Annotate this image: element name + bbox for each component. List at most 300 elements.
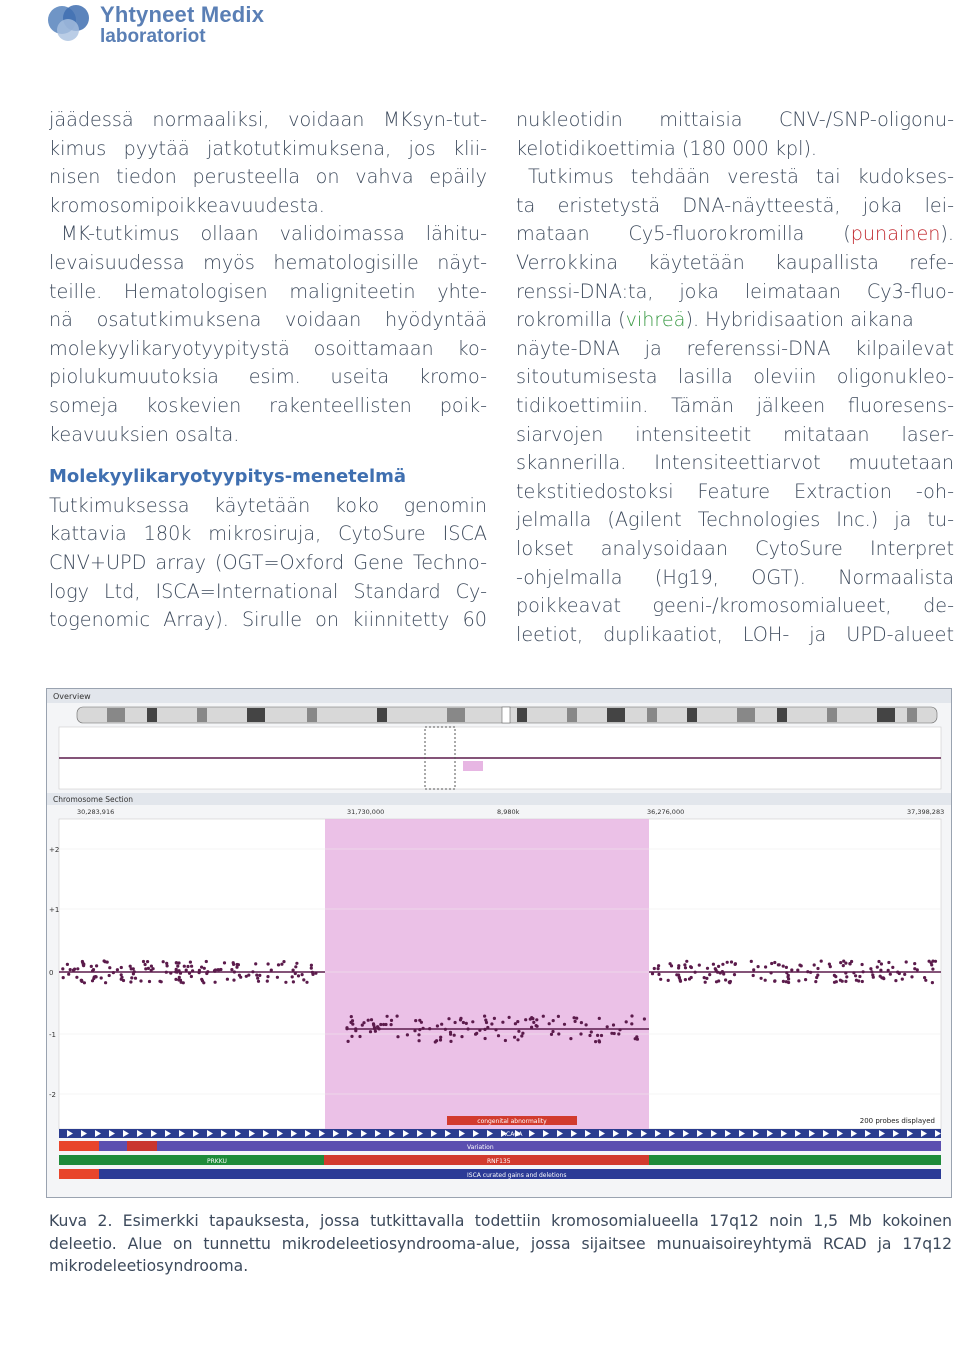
probe-point xyxy=(148,980,151,983)
probe-point xyxy=(698,964,701,967)
paragraph-validation xyxy=(49,220,487,449)
probe-point xyxy=(414,1019,417,1022)
ideogram-band xyxy=(607,708,625,722)
probe-point xyxy=(465,1022,468,1025)
probe-point xyxy=(575,1017,578,1020)
y-tick-label: -1 xyxy=(49,1031,56,1039)
paragraph-intro xyxy=(49,106,487,220)
probe-point xyxy=(471,1020,474,1023)
text-line: jäädessä normaaliksi, voidaan MKsyn-tut- xyxy=(49,108,487,131)
text-line: siarvojen intensiteetit mitataan laser- xyxy=(516,422,954,446)
section-heading: Molekyylikaryotyypitys-menetelmä xyxy=(49,466,407,488)
probe-point xyxy=(258,974,261,977)
probe-point xyxy=(580,1021,583,1024)
text-line: näyte-DNA ja referenssi-DNA kilpailevat xyxy=(516,336,954,360)
probe-point xyxy=(439,1036,442,1039)
probe-point xyxy=(418,1039,421,1042)
probe-point xyxy=(176,965,179,968)
probe-point xyxy=(842,960,845,963)
probe-point xyxy=(146,960,149,963)
probe-point xyxy=(379,1023,382,1026)
probe-point xyxy=(175,968,178,971)
probe-point xyxy=(310,964,313,967)
probe-point xyxy=(861,980,864,983)
probe-point xyxy=(569,1037,572,1040)
probe-point xyxy=(835,980,838,983)
probe-point xyxy=(717,979,720,982)
text-line: tekstitiedostoksi Feature Extraction -oh- xyxy=(516,479,954,503)
probe-point xyxy=(882,976,885,979)
probe-point xyxy=(913,962,916,965)
probe-point xyxy=(516,1038,519,1041)
text-line: poikkeavat geeni-/kromosomialueet, de- xyxy=(516,594,954,618)
probe-point xyxy=(174,978,177,981)
probe-point xyxy=(104,981,107,984)
probe-point xyxy=(351,1019,354,1022)
probe-point xyxy=(266,975,269,978)
probe-point xyxy=(374,1030,377,1033)
text-fragment: rokromilla ( xyxy=(516,308,626,332)
ideogram-band xyxy=(517,708,527,722)
logo-text-line1: Yhtyneet Medix xyxy=(100,2,265,27)
probe-point xyxy=(484,1037,487,1040)
probe-point xyxy=(685,960,688,963)
probe-point xyxy=(670,964,673,967)
probe-point xyxy=(158,980,161,983)
probe-point xyxy=(292,980,295,983)
probe-point xyxy=(485,1021,488,1024)
probe-point xyxy=(390,1023,393,1026)
probe-point xyxy=(226,978,229,981)
probe-point xyxy=(291,975,294,978)
probe-point xyxy=(844,980,847,983)
probe-point xyxy=(216,968,219,971)
probe-point xyxy=(370,1018,373,1021)
probe-point xyxy=(255,974,258,977)
probe-point xyxy=(130,976,133,979)
probe-point xyxy=(247,974,250,977)
probe-point xyxy=(186,965,189,968)
probe-point xyxy=(585,1023,588,1026)
probe-point xyxy=(108,974,111,977)
text-line: renssi-DNA:ta, joka leimataan Cy3-fluo- xyxy=(516,279,954,303)
annotation-label: congenital abnormality xyxy=(477,1118,547,1125)
probe-point xyxy=(386,1015,389,1018)
probe-point xyxy=(177,978,180,981)
ideogram-band xyxy=(147,708,157,722)
probe-point xyxy=(62,976,65,979)
centromere-mark xyxy=(502,707,510,723)
probe-point xyxy=(67,973,70,976)
probe-point xyxy=(350,1035,353,1038)
probe-point xyxy=(730,960,733,963)
y-tick-label: 0 xyxy=(49,969,54,977)
probe-point xyxy=(529,1018,532,1021)
text-line: Verrokkina käytetään kaupallista refe- xyxy=(516,250,954,274)
right-text-column xyxy=(516,106,954,649)
probe-point xyxy=(144,963,147,966)
logo-mark-icon xyxy=(44,0,96,46)
track-label-left: PRKKU xyxy=(207,1158,227,1165)
probe-point xyxy=(460,1035,463,1038)
isca-curated-label: ISCA curated gains and deletions xyxy=(467,1172,567,1179)
probe-point xyxy=(508,1016,511,1019)
ideogram-band xyxy=(247,708,265,722)
probe-point xyxy=(934,960,937,963)
probe-point xyxy=(267,962,270,965)
caption-line: Kuva 2. Esimerkki tapauksesta, jossa tutkittavalla todettiin kromosomialueella 17q12 noin 1,5 Mb kokoinen xyxy=(49,1212,952,1230)
probe-point xyxy=(396,1035,399,1038)
probe-point xyxy=(677,966,680,969)
probe-point xyxy=(905,960,908,963)
probe-point xyxy=(828,963,831,966)
probe-point xyxy=(721,963,724,966)
deletion-highlight xyxy=(325,819,649,1129)
probe-point xyxy=(861,963,864,966)
probe-point xyxy=(683,963,686,966)
probe-point xyxy=(358,1035,361,1038)
text-fragment: ). xyxy=(940,222,954,246)
probe-point xyxy=(871,973,874,976)
probe-point xyxy=(454,1021,457,1024)
probe-point xyxy=(845,975,848,978)
text-line: Tutkimuksessa käytetään koko genomin xyxy=(49,493,487,517)
probe-point xyxy=(384,1023,387,1026)
probe-point xyxy=(139,979,142,982)
probes-displayed-label: 200 probes displayed xyxy=(859,1117,935,1125)
text-line: piolukumuutoksia esim. useita kromo- xyxy=(49,365,487,389)
text-line: nukleotidin mittaisia CNV-/SNP-oligonu- xyxy=(516,108,954,131)
probe-point xyxy=(147,967,150,970)
ideogram-band xyxy=(197,708,207,722)
text-line: lokset analysoidaan CytoSure Interpret xyxy=(516,536,954,560)
probe-point xyxy=(166,964,169,967)
probe-point xyxy=(134,977,137,980)
probe-point xyxy=(706,967,709,970)
ideogram-band xyxy=(907,708,917,722)
probe-point xyxy=(877,960,880,963)
probe-point xyxy=(256,977,259,980)
probe-point xyxy=(894,979,897,982)
probe-point xyxy=(728,981,731,984)
probe-point xyxy=(636,1038,639,1041)
probe-point xyxy=(787,981,790,984)
text-line: jelmalla (Agilent Technologies Inc.) ja tu- xyxy=(516,508,954,532)
probe-point xyxy=(100,976,103,979)
probe-point xyxy=(182,981,185,984)
probe-point xyxy=(850,960,853,963)
variation-label: Variation xyxy=(467,1144,494,1151)
probe-point xyxy=(924,979,927,982)
probe-point xyxy=(280,963,283,966)
probe-point xyxy=(889,973,892,976)
isca-curated-segment xyxy=(59,1169,99,1179)
probe-point xyxy=(277,963,280,966)
probe-point xyxy=(814,980,817,983)
probe-point xyxy=(858,975,861,978)
probe-point xyxy=(69,968,72,971)
text-line: tidikoettimiin. Tämän jälkeen fluoresens- xyxy=(516,393,954,417)
probe-point xyxy=(490,1022,493,1025)
ideogram-band xyxy=(107,708,125,722)
probe-point xyxy=(190,975,193,978)
probe-point xyxy=(787,977,790,980)
position-label: 8,980k xyxy=(497,808,520,816)
position-label: 36,276,000 xyxy=(647,808,685,816)
probe-point xyxy=(574,1020,577,1023)
probe-point xyxy=(183,965,186,968)
probe-point xyxy=(205,960,208,963)
probe-point xyxy=(797,979,800,982)
probe-point xyxy=(202,981,205,984)
probe-point xyxy=(813,963,816,966)
probe-point xyxy=(175,961,178,964)
probe-point xyxy=(816,967,819,970)
section-label: Chromosome Section xyxy=(53,795,134,804)
probe-point xyxy=(103,959,106,962)
ideogram-band xyxy=(827,708,837,722)
probe-point xyxy=(606,1025,609,1028)
array-cgh-figure xyxy=(46,688,952,1198)
ideogram-band xyxy=(447,708,465,722)
probe-point xyxy=(189,961,192,964)
probe-point xyxy=(734,963,737,966)
probe-point xyxy=(579,1032,582,1035)
probe-point xyxy=(928,960,931,963)
probe-point xyxy=(266,980,269,983)
probe-point xyxy=(516,1020,519,1023)
probe-point xyxy=(785,966,788,969)
probe-point xyxy=(630,1014,633,1017)
text-line: kromosomipoikkeavuudesta. xyxy=(49,193,325,217)
ideogram-band xyxy=(377,708,387,722)
probe-point xyxy=(703,976,706,979)
probe-point xyxy=(550,1033,553,1036)
probe-point xyxy=(551,1030,554,1033)
probe-point xyxy=(536,1025,539,1028)
probe-point xyxy=(820,960,823,963)
probe-point xyxy=(80,979,83,982)
text-line: togenomic Array). Sirulle on kiinnitetty 60 xyxy=(49,608,487,632)
probe-point xyxy=(493,1017,496,1020)
probe-point xyxy=(232,963,235,966)
probe-point xyxy=(891,966,894,969)
probe-point xyxy=(440,1023,443,1026)
probe-point xyxy=(617,1032,620,1035)
probe-point xyxy=(284,981,287,984)
probe-point xyxy=(598,1039,601,1042)
probe-point xyxy=(142,960,145,963)
text-fragment: ). Hybridisaation aikana xyxy=(685,308,914,332)
y-tick-label: +2 xyxy=(49,846,60,854)
probe-point xyxy=(497,1034,500,1037)
probe-point xyxy=(712,963,715,966)
paragraph-method xyxy=(49,492,487,635)
text-line: -ohjelmalla (Hg19, OGT). Normaalista xyxy=(516,565,954,589)
probe-point xyxy=(679,980,682,983)
ideogram-band xyxy=(307,708,317,722)
probe-point xyxy=(879,975,882,978)
ideogram-band xyxy=(777,708,787,722)
isca-green-track xyxy=(59,1155,324,1165)
probe-point xyxy=(311,973,314,976)
probe-point xyxy=(790,968,793,971)
text-line: nä osatutkimuksena voidaan hyödyntää xyxy=(49,308,487,332)
probe-point xyxy=(532,1021,535,1024)
probe-point xyxy=(190,965,193,968)
figure-caption xyxy=(49,1210,952,1278)
ideogram-band xyxy=(737,708,755,722)
probe-point xyxy=(61,967,64,970)
company-logo xyxy=(44,0,274,50)
probe-point xyxy=(459,1018,462,1021)
probe-point xyxy=(417,1033,420,1036)
probe-point xyxy=(839,979,842,982)
text-line: leetiot, duplikaatiot, LOH- ja UPD-alueet xyxy=(516,622,954,646)
probe-point xyxy=(901,978,904,981)
probe-point xyxy=(590,1030,593,1033)
logo-text-line2: laboratoriot xyxy=(100,26,206,47)
probe-point xyxy=(757,965,760,968)
probe-point xyxy=(857,979,860,982)
text-line: Tutkimus tehdään verestä tai kudokses- xyxy=(528,165,954,189)
probe-point xyxy=(643,1017,646,1020)
text-line: MK-tutkimus ollaan validoimassa lähitu- xyxy=(61,222,487,246)
text-line: nisen tiedon perusteella on vahva epäily xyxy=(49,165,487,189)
text-line: teille. Hematologisen maligniteetin yhte- xyxy=(49,279,487,303)
probe-point xyxy=(684,978,687,981)
text-line: CNV+UPD array (OGT=Oxford Gene Techno- xyxy=(49,550,487,574)
probe-point xyxy=(367,1019,370,1022)
probe-point xyxy=(782,980,785,983)
variation-segment xyxy=(127,1141,157,1151)
ideogram-band xyxy=(647,708,657,722)
probe-point xyxy=(910,975,913,978)
probe-point xyxy=(436,1024,439,1027)
probe-point xyxy=(120,966,123,969)
text-line: levaisuudessa myös hematologisille näyt- xyxy=(49,250,487,274)
text-line-with-green xyxy=(516,306,954,335)
probe-point xyxy=(347,1040,350,1043)
probe-point xyxy=(542,1015,545,1018)
probe-point xyxy=(295,962,298,965)
probe-point xyxy=(350,1015,353,1018)
probe-point xyxy=(129,980,132,983)
position-labels xyxy=(77,808,944,816)
probe-point xyxy=(449,1033,452,1036)
probe-point xyxy=(690,976,693,979)
probe-point xyxy=(362,1021,365,1024)
text-line: molekyylikaryotyypitystä osoittamaan ko- xyxy=(49,336,487,360)
overview-label: Overview xyxy=(53,692,91,701)
text-line: kimus pyytää jatkotutkimuksena, jos klii- xyxy=(49,136,487,160)
probe-point xyxy=(876,966,879,969)
probe-point xyxy=(798,964,801,967)
probe-point xyxy=(449,1040,452,1043)
probe-point xyxy=(75,976,78,979)
probe-point xyxy=(230,968,233,971)
probe-point xyxy=(276,976,279,979)
probe-point xyxy=(520,1034,523,1037)
probe-point xyxy=(94,975,97,978)
probe-point xyxy=(764,965,767,968)
text-line-with-red xyxy=(516,220,954,249)
probe-point xyxy=(610,1032,613,1035)
gene-track xyxy=(59,1129,941,1138)
text-line: skannerilla. Intensiteettiarvot muutetaan xyxy=(516,451,954,475)
probe-point xyxy=(297,974,300,977)
probe-point xyxy=(705,977,708,980)
ideogram-band xyxy=(877,708,895,722)
probe-point xyxy=(501,1021,504,1024)
probe-point xyxy=(834,975,837,978)
probe-point xyxy=(282,960,285,963)
probe-point xyxy=(474,1033,477,1036)
probe-point xyxy=(722,972,725,975)
text-line: keavuuksien osalta. xyxy=(49,422,240,446)
probe-point xyxy=(854,974,857,977)
section-header xyxy=(47,793,951,805)
probe-point xyxy=(726,961,729,964)
probe-point xyxy=(305,981,308,984)
probe-point xyxy=(777,963,780,966)
ideogram-band xyxy=(687,708,697,722)
probe-point xyxy=(232,979,235,982)
left-text-column xyxy=(49,106,487,635)
probe-point xyxy=(302,978,305,981)
probe-point xyxy=(76,967,79,970)
probe-point xyxy=(787,974,790,977)
probe-point xyxy=(535,1018,538,1021)
overview-deletion-mark xyxy=(463,761,483,771)
probe-point xyxy=(913,967,916,970)
probe-point xyxy=(552,1019,555,1022)
probe-point xyxy=(675,973,678,976)
text-line: someja koskevien rakenteellisten poik- xyxy=(49,393,487,417)
probe-point xyxy=(659,978,662,981)
probe-point xyxy=(73,968,76,971)
caption-line: deleetio. Alue on tunnettu mikrodeleetiosyndrooma-alue, jossa sijaitsee munuaisoireyhtymä RCAD ja 17q12 xyxy=(49,1234,952,1253)
position-label: 31,730,000 xyxy=(347,808,385,816)
probe-point xyxy=(95,964,98,967)
text-line: logy Ltd, ISCA=International Standard Cy- xyxy=(49,579,487,603)
probe-point xyxy=(773,980,776,983)
probe-point xyxy=(594,1040,597,1043)
probe-point xyxy=(83,981,86,984)
probe-point xyxy=(596,1034,599,1037)
probe-point xyxy=(903,973,906,976)
probe-point xyxy=(91,979,94,982)
text-fragment: mataan Cy5-fluorokromilla ( xyxy=(516,222,851,246)
probe-point xyxy=(90,965,93,968)
probe-point xyxy=(869,967,872,970)
probe-point xyxy=(237,963,240,966)
probe-point xyxy=(483,1015,486,1018)
probe-point xyxy=(598,1017,601,1020)
probe-point xyxy=(804,978,807,981)
probe-point xyxy=(689,965,692,968)
probe-point xyxy=(770,962,773,965)
probe-point xyxy=(82,963,85,966)
probe-point xyxy=(132,967,135,970)
probe-point xyxy=(390,1019,393,1022)
probe-point xyxy=(612,1023,615,1026)
probe-point xyxy=(513,1036,516,1039)
probe-point xyxy=(657,973,660,976)
probe-point xyxy=(563,1023,566,1026)
probe-point xyxy=(842,964,845,967)
probe-point xyxy=(752,968,755,971)
